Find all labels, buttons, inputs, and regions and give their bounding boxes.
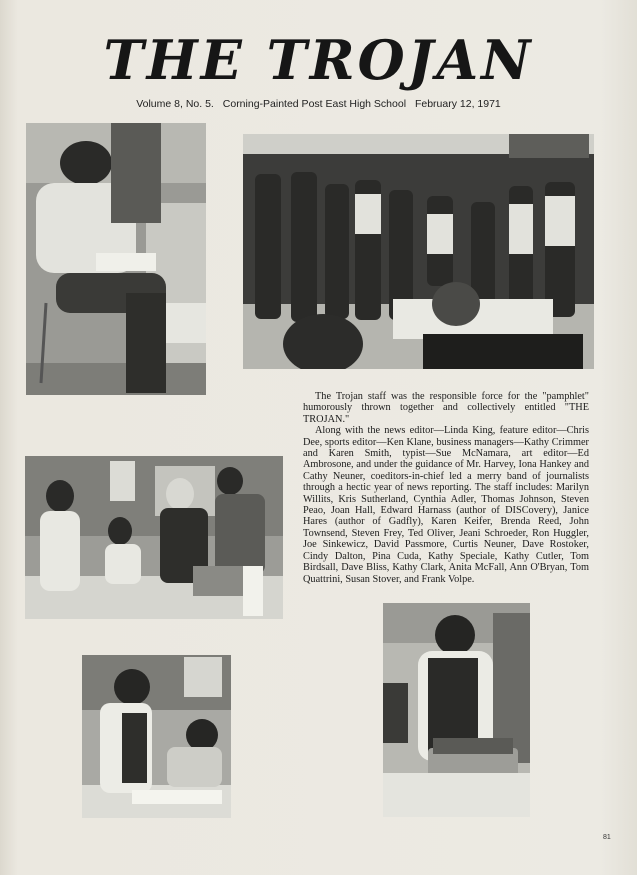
school-name: Corning-Painted Post East High School <box>222 98 407 110</box>
issue-date: February 12, 1971 <box>414 98 501 110</box>
article-paragraph-1: The Trojan staff was the responsible force for the "pamphlet" humorously thrown together and collectively entitled "THE TROJAN." <box>303 391 589 425</box>
staff-article <box>303 391 589 585</box>
photo-classroom-group <box>25 456 283 619</box>
photo-students-studying <box>82 655 231 818</box>
photo-typist <box>383 603 530 817</box>
photo-student-reading <box>26 123 206 395</box>
article-paragraph-2: Along with the news editor—Linda King, feature editor—Chris Dee, sports editor—Ken Klane, business managers—Kathy Crimmer and Karen Smith, typist—Sue McNamara, art editor—Ed Ambrosone, and under the guidance of Mr. Harvey, Iona Hankey and Cathy Neuner, coeditors-in-chief led a merry band of journalists through a hectic year of news reporting. The staff includes: Marilyn Willits, Kris Sutherland, Cynthia Adler, Thomas Johnson, Steven Peao, Joan Hall, Edward Harnass (author of DISCovery), Janice Hares (author of Gadfly), Karen Keifer, Brenda Reed, John Townsend, Steven Frey, Ted Oliver, Jeani Schroeder, Ron Huggler, Joe Sinkewicz, David Passmore, Curtis Neuner, Dave Rostoker, Cindy Dalton, Pina Cuda, Kathy Speciale, Kathy Cutler, Tom Birdsall, Dave Bliss, Kathy Clark, Anita McFall, Ann O'Bryan, Tom Quattrini, Susan Stover, and Frank Volpe. <box>303 425 589 585</box>
page-number: 81 <box>603 834 611 841</box>
volume-number: Volume 8, No. 5. <box>136 98 214 110</box>
masthead-title: THE TROJAN <box>103 28 534 92</box>
header-line <box>0 98 637 110</box>
photo-staff-group <box>243 134 594 369</box>
